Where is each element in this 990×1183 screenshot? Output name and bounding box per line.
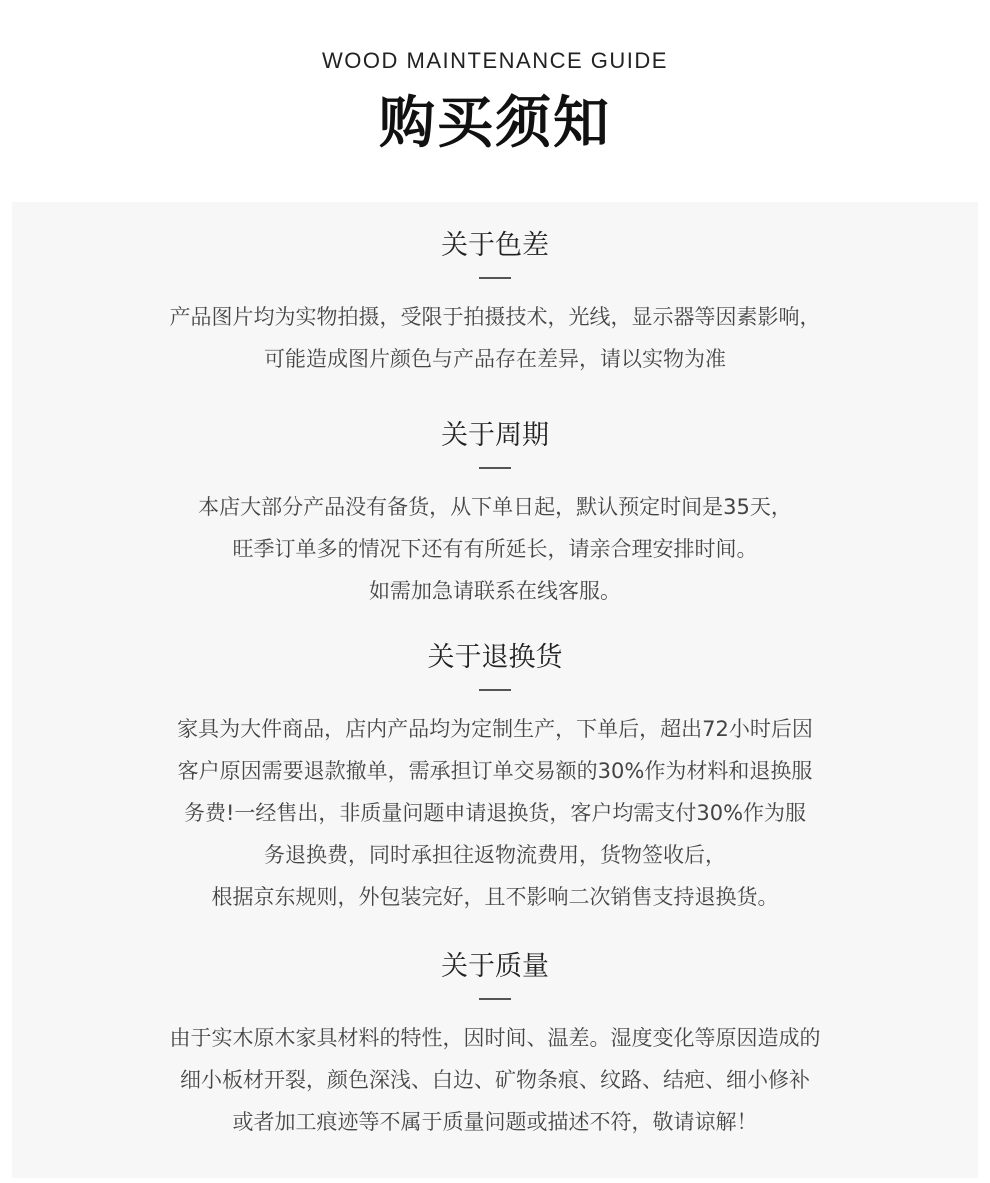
section-body — [12, 296, 978, 380]
body-line: 客户原因需要退款撤单，需承担订单交易额的30%作为材料和退换服 — [177, 759, 813, 783]
section-title: 关于质量 — [441, 951, 549, 982]
body-line: 如需加急请联系在线客服。 — [369, 579, 621, 603]
section-title: 关于周期 — [441, 420, 549, 451]
notice-panel — [12, 202, 978, 1178]
body-line: 旺季订单多的情况下还有有所延长，请亲合理安排时间。 — [232, 537, 758, 561]
section-divider — [479, 277, 511, 279]
body-line: 或者加工痕迹等不属于质量问题或描述不符，敬请谅解！ — [232, 1110, 758, 1134]
body-line: 务费!一经售出，非质量问题申请退换货，客户均需支付30%作为服 — [183, 801, 807, 825]
section-quality — [12, 947, 978, 1143]
section-color-difference — [12, 226, 978, 380]
section-divider — [479, 689, 511, 691]
body-line: 由于实木原木家具材料的特性，因时间、温差。湿度变化等原因造成的 — [169, 1026, 821, 1050]
body-line: 务退换费，同时承担往返物流费用，货物签收后， — [264, 843, 726, 867]
body-line: 本店大部分产品没有备货，从下单日起，默认预定时间是35天， — [198, 495, 792, 519]
section-title: 关于色差 — [441, 230, 549, 261]
body-line: 根据京东规则，外包装完好，且不影响二次销售支持退换货。 — [211, 885, 779, 909]
body-line: 细小板材开裂，颜色深浅、白边、矿物条痕、纹路、结疤、细小修补 — [180, 1068, 810, 1092]
section-body — [12, 1017, 978, 1143]
body-line: 可能造成图片颜色与产品存在差异，请以实物为准 — [264, 347, 726, 371]
section-title: 关于退换货 — [427, 642, 563, 673]
section-returns — [12, 638, 978, 918]
section-lead-time — [12, 416, 978, 612]
page-header — [0, 0, 990, 200]
body-line: 家具为大件商品，店内产品均为定制生产，下单后，超出72小时后因 — [177, 717, 813, 741]
page-subtitle: WOOD MAINTENANCE GUIDE — [322, 48, 668, 73]
section-divider — [479, 998, 511, 1000]
section-body — [12, 708, 978, 918]
section-body — [12, 486, 978, 612]
section-divider — [479, 467, 511, 469]
body-line: 产品图片均为实物拍摄，受限于拍摄技术，光线，显示器等因素影响， — [169, 305, 821, 329]
page-title: 购买须知 — [379, 91, 611, 156]
